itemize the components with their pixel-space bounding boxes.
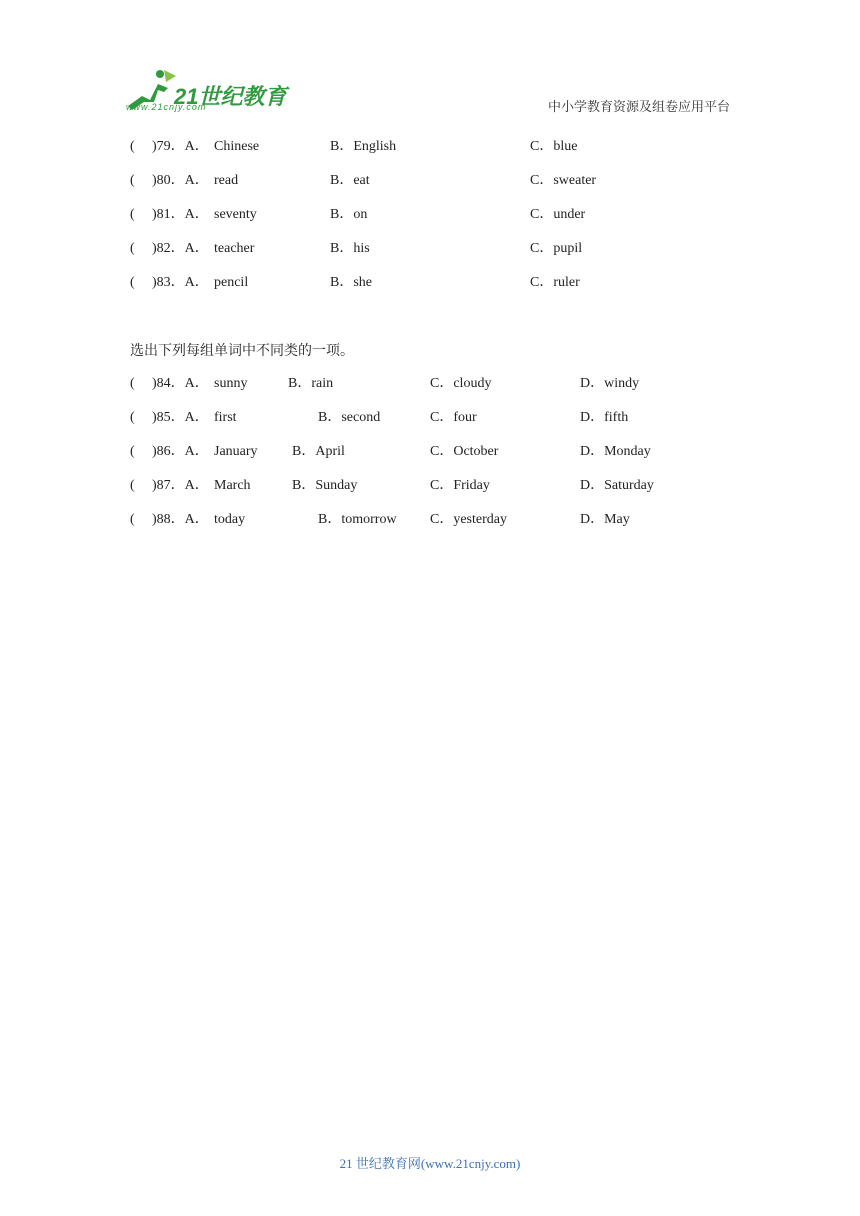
option-c: C．four	[430, 410, 477, 425]
option-d: D．Monday	[580, 444, 651, 459]
page-header	[0, 0, 860, 130]
answer-paren: (	[130, 139, 135, 154]
option-b: B．April	[292, 444, 345, 459]
header-tagline: 中小学教育资源及组卷应用平台	[547, 100, 730, 115]
answer-paren: (	[130, 207, 135, 222]
option-a: Chinese	[214, 139, 260, 154]
option-a: pencil	[214, 275, 249, 290]
option-b: B．second	[318, 410, 381, 425]
option-b: B．his	[330, 241, 370, 256]
answer-paren: (	[130, 444, 135, 459]
answer-paren: (	[130, 275, 135, 290]
section-instruction: 选出下列每组单词中不同类的一项。	[130, 343, 354, 359]
option-c: C．under	[530, 207, 586, 222]
option-b: B．she	[330, 275, 372, 290]
option-d: D．fifth	[580, 410, 629, 425]
answer-paren: (	[130, 376, 135, 391]
option-c: C．cloudy	[430, 376, 492, 391]
option-c: C．sweater	[530, 173, 597, 188]
question-number: )83．A．	[152, 275, 209, 290]
question-number: )82．A．	[152, 241, 209, 256]
option-b: B．Sunday	[292, 478, 358, 493]
option-b: B．on	[330, 207, 368, 222]
question-number: )80．A．	[152, 173, 209, 188]
option-c: C．ruler	[530, 275, 580, 290]
question-number: )88．A．	[152, 512, 209, 527]
page-footer: 21 世纪教育网(www.21cnjy.com)	[339, 1156, 521, 1171]
option-a: seventy	[214, 207, 257, 222]
option-a: March	[214, 478, 251, 493]
option-a: today	[214, 512, 246, 527]
question-number: )85．A．	[152, 410, 209, 425]
option-c: C．pupil	[530, 241, 583, 256]
option-c: C．October	[430, 444, 499, 459]
option-b: B．English	[330, 139, 397, 154]
site-logo	[120, 66, 295, 116]
answer-paren: (	[130, 410, 135, 425]
question-number: )87．A．	[152, 478, 209, 493]
answer-paren: (	[130, 173, 135, 188]
option-b: B．rain	[288, 376, 334, 391]
option-d: D．May	[580, 512, 630, 527]
option-a: teacher	[214, 241, 255, 256]
answer-paren: (	[130, 478, 135, 493]
option-a: read	[214, 173, 239, 188]
option-d: D．windy	[580, 376, 640, 391]
option-b: B．tomorrow	[318, 512, 397, 527]
question-number: )81．A．	[152, 207, 209, 222]
answer-paren: (	[130, 512, 135, 527]
option-a: sunny	[214, 376, 248, 391]
option-c: C．blue	[530, 139, 578, 154]
question-number: )86．A．	[152, 444, 209, 459]
option-a: first	[214, 410, 237, 425]
logo-text: 21世纪教育	[174, 84, 287, 109]
option-d: D．Saturday	[580, 478, 654, 493]
answer-paren: (	[130, 241, 135, 256]
option-c: C．yesterday	[430, 512, 507, 527]
logo-url: www.21cnjy.com	[126, 102, 207, 112]
question-number: )79．A．	[152, 139, 209, 154]
option-a: January	[214, 444, 258, 459]
question-number: )84．A．	[152, 376, 209, 391]
option-b: B．eat	[330, 173, 370, 188]
option-c: C．Friday	[430, 478, 490, 493]
